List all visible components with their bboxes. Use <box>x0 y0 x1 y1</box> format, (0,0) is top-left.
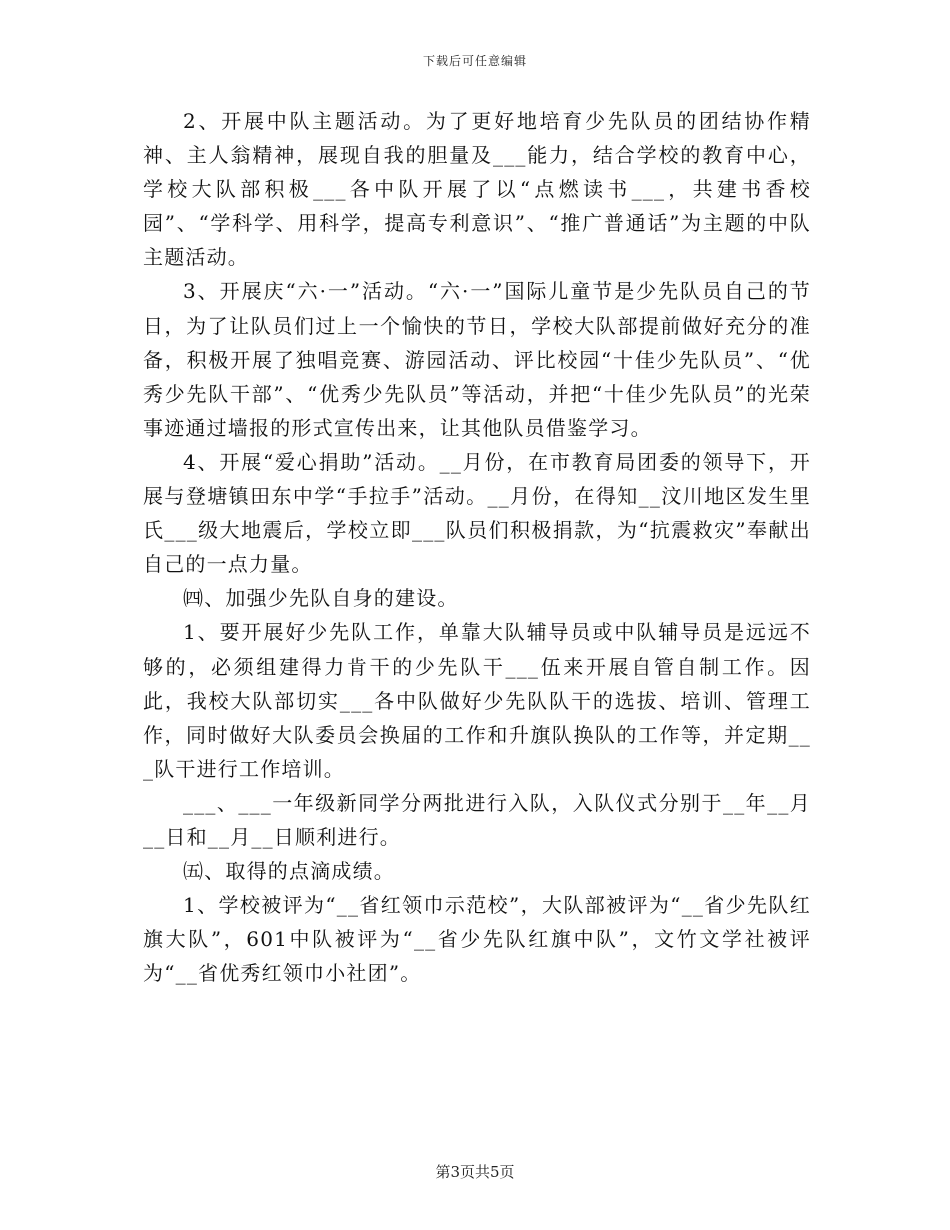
paragraph-theme-activities: 2、开展中队主题活动。为了更好地培育少先队员的团结协作精神、主人翁精神，展现自我的胆量及___能力，结合学校的教育中心，学校大队部积极___各中队开展了以“点燃读书___，共建书香校园”、“学科学、用科学，提高专利意识”、“推广普通话”为主题的中队主题活动。 <box>143 109 811 270</box>
page-footer: 第3页共5页 <box>435 1163 515 1181</box>
paragraph-cadre-team: 1、要开展好少先队工作，单靠大队辅导员或中队辅导员是远远不够的，必须组建得力肯干的少先队干___伍来开展自管自制工作。因此，我校大队部切实___各中队做好少先队队干的选拔、培训、管理工作，同时做好大队委员会换届的工作和升旗队换队的工作等，并定期___队干进行工作培训。 <box>143 620 811 781</box>
document-body <box>143 104 811 990</box>
section-heading-achievements: ㈤、取得的点滴成绩。 <box>183 859 395 884</box>
page-header: 下载后可任意编辑 <box>422 54 527 68</box>
paragraph-awards: 1、学校被评为“__省红领巾示范校”，大队部被评为“__省少先队红旗大队”，601中队被评为“__省少先队红旗中队”，文竹文学社被评为“__省优秀红领巾小社团”。 <box>143 893 811 986</box>
paragraph-enrollment: ___、___一年级新同学分两批进行入队，入队仪式分别于__年__月__日和__月__日顺利进行。 <box>143 790 811 849</box>
section-heading-self-building: ㈣、加强少先队自身的建设。 <box>183 586 459 611</box>
paragraph-donation: 4、开展“爱心捐助”活动。__月份，在市教育局团委的领导下，开展与登塘镇田东中学“手拉手”活动。__月份，在得知__汶川地区发生里氏___级大地震后，学校立即___队员们积极捐款，为“抗震救灾”奉献出自己的一点力量。 <box>143 449 811 577</box>
paragraph-childrens-day: 3、开展庆“六·一”活动。“六·一”国际儿童节是少先队员自己的节日，为了让队员们过上一个愉快的节日，学校大队部提前做好充分的准备，积极开展了独唱竞赛、游园活动、评比校园“十佳少先队员”、“优秀少先队干部”、“优秀少先队员”等活动，并把“十佳少先队员”的光荣事迹通过墙报的形式宣传出来，让其他队员借鉴学习。 <box>143 279 811 440</box>
